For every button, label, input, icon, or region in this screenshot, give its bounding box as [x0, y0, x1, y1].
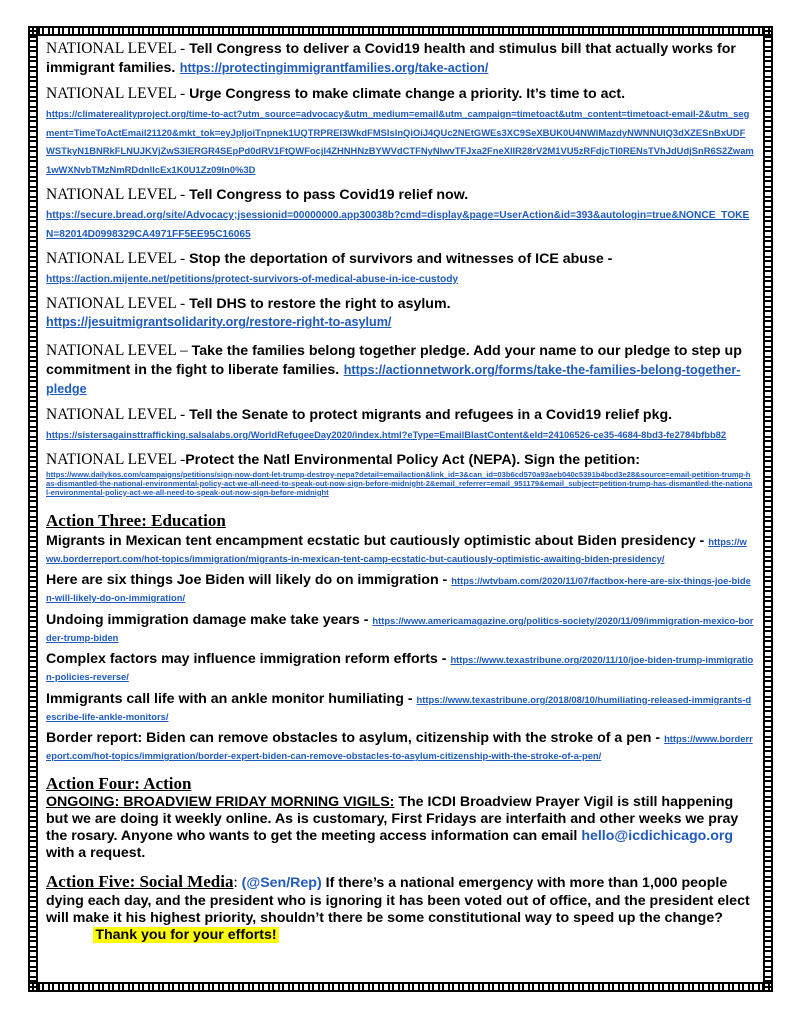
- national-item-1: [46, 40, 754, 78]
- vigil-tail: with a request.: [46, 844, 146, 861]
- action-link[interactable]: https://protectingimmigrantfamilies.org/take-action/: [179, 60, 489, 75]
- education-link[interactable]: https://www.borderreport.com/hot-topics/immigration/border-expert-biden-can-remove-obstacles-to-asylum-citizenship-with-the-stroke-of-a-pen/: [46, 733, 753, 762]
- education-link[interactable]: https://www.americamagazine.org/politics-society/2020/11/09/immigration-mexico-border-trump-biden: [46, 614, 754, 643]
- vigil-lead: ONGOING: BROADVIEW FRIDAY MORNING VIGILS:: [46, 793, 395, 810]
- national-item-2: [46, 85, 754, 179]
- action-message: Stop the deportation of survivors and witnesses of ICE abuse -: [189, 250, 613, 267]
- action-link[interactable]: https://actionnetwork.org/forms/take-the-families-belong-together-pledge: [46, 363, 741, 396]
- education-item-3: [46, 612, 754, 646]
- national-item-5: [46, 295, 754, 333]
- action-five-colon: :: [233, 873, 242, 891]
- document-body: [46, 40, 754, 975]
- education-item-4: [46, 651, 754, 685]
- level-label: NATIONAL LEVEL -: [46, 294, 190, 312]
- action-four-paragraph: [46, 794, 754, 862]
- education-link[interactable]: https://www.texastribune.org/2018/08/10/humiliating-released-immigrants-describe-life-ankle-monitors/: [46, 693, 752, 722]
- action-message: Tell Congress to pass Covid19 relief now.: [189, 187, 469, 204]
- education-text: Border report: Biden can remove obstacles to asylum, citizenship with the stroke of a pen -: [46, 730, 665, 747]
- national-item-6: [46, 342, 754, 399]
- education-link[interactable]: https://www.borderreport.com/hot-topics/immigration/migrants-in-mexican-tent-camp-ecstatic-but-cautiously-optimistic-awaiting-biden-presidency/: [46, 535, 747, 564]
- social-handle: (@Sen/Rep): [241, 874, 322, 891]
- level-label: NATIONAL LEVEL -: [46, 40, 190, 57]
- education-item-2: [46, 572, 754, 606]
- action-four-heading: Action Four: Action: [46, 773, 192, 793]
- level-label: NATIONAL LEVEL –: [46, 342, 192, 360]
- national-item-7: [46, 406, 754, 444]
- action-message: Urge Congress to make climate change a priority. It’s time to act.: [189, 85, 626, 102]
- action-five-paragraph: [46, 872, 754, 944]
- action-message: Take the families belong together pledge. Add your name to our pledge to step up commitment in the fight to liberate families.: [46, 343, 742, 379]
- action-five-heading: Action Five: Social Media: [46, 871, 234, 891]
- education-text: Migrants in Mexican tent encampment ecstatic but cautiously optimistic about Biden presidency -: [46, 532, 709, 549]
- education-item-1: [46, 533, 754, 567]
- level-label: NATIONAL LEVEL -: [46, 249, 190, 267]
- education-item-5: [46, 691, 754, 725]
- education-item-6: [46, 730, 754, 764]
- contact-email[interactable]: hello@icdichicago.org: [581, 827, 734, 844]
- action-message: Tell DHS to restore the right to asylum.: [189, 295, 451, 312]
- education-heading: Action Three: Education: [46, 510, 226, 530]
- level-label: NATIONAL LEVEL -: [46, 84, 190, 102]
- level-label: NATIONAL LEVEL -: [46, 186, 190, 204]
- action-link[interactable]: https://www.dailykos.com/campaigns/petitions/sign-now-dont-let-trump-destroy-nepa?detail=emailaction&link_id=3&can_id=03b6cd570a93aeb040c5391b4bcd3e28&source=email-petition-trump-has-dismantled-the-national-environmental-policy-act-we-all-need-to-speak-out-now-sign-before-midnight-2&email_referrer=email_951179&email_subject=petition-trump-has-dismantled-the-national-environmental-policy-act-we-all-need-to-speak-out-now-sign-before-midnight: [46, 469, 753, 497]
- thanks-highlight: Thank you for your efforts!: [95, 926, 277, 943]
- social-body: If there’s a national emergency with more than 1,000 people dying each day, and the president who is ignoring it has been voted out of office, and the president elect will make it his highest priority, shouldn’t there be some constitutional way to speed up the change?: [46, 874, 750, 926]
- vigil-body: The ICDI Broadview Prayer Vigil is still happening but we are doing it weekly online. As is customary, First Fridays are interfaith and other weeks we pray the rosary. Anyone who wants to get the meeting access information can email: [46, 793, 739, 844]
- national-item-4: [46, 250, 754, 288]
- action-link[interactable]: https://sistersagainsttrafficking.salsalabs.org/WorldRefugeeDay2020/index.html?eType=EmailBlastContent&eId=24106526-ce35-4684-8bd3-fe2784bfbb82: [46, 428, 727, 440]
- national-item-8: [46, 451, 754, 497]
- education-text: Here are six things Joe Biden will likely do on immigration -: [46, 572, 452, 589]
- education-link[interactable]: https://www.texastribune.org/2020/11/10/joe-biden-trump-immigration-policies-reverse/: [46, 654, 754, 683]
- education-text: Immigrants call life with an ankle monitor humiliating -: [46, 690, 417, 707]
- national-item-3: [46, 186, 754, 243]
- education-text: Undoing immigration damage make take years -: [46, 611, 373, 628]
- action-link[interactable]: https://secure.bread.org/site/Advocacy;jsessionid=00000000.app30038b?cmd=display&page=UserAction&id=393&autologin=true&NONCE_TOKEN=82014D0998329CA4971FF5EE95C16065: [46, 210, 750, 240]
- level-label: NATIONAL LEVEL -: [46, 405, 190, 423]
- action-message: Protect the Natl Environmental Policy Act (NEPA). Sign the petition:: [185, 451, 641, 468]
- level-label: NATIONAL LEVEL -: [46, 450, 186, 468]
- action-link[interactable]: https://action.mijente.net/petitions/protect-survivors-of-medical-abuse-in-ice-custody: [46, 273, 459, 285]
- action-message: Tell Congress to deliver a Covid19 health and stimulus bill that actually works for immigrant families.: [46, 41, 736, 76]
- action-message: Tell the Senate to protect migrants and refugees in a Covid19 relief pkg.: [189, 406, 673, 423]
- action-link[interactable]: https://jesuitmigrantsolidarity.org/restore-right-to-asylum/: [46, 315, 392, 330]
- education-text: Complex factors may influence immigration reform efforts -: [46, 651, 451, 668]
- education-link[interactable]: https://wtvbam.com/2020/11/07/factbox-here-are-six-things-joe-biden-will-likely-do-on-immigration/: [46, 575, 751, 604]
- action-link[interactable]: https://climaterealityproject.org/time-to-act?utm_source=advocacy&utm_medium=email&utm_campaign=timetoact&utm_content=timetoact-email-2&utm_segment=TimeToActEmail21120&mkt_tok=eyJpIjoiTnpnek1UQTRPREI3WkdFMSIsInQiOiJ4QUc2NEtGWEs3XC9SeXBUK0U4NWlMazdyNWNNUlQ3dXZESnBxUDFWSTkyN1BNRkFLNUJKVjZwS3lERGR4SEpPd0dRV1FtQWFocjl4ZHNHNzBYWVdCTFNyNlwvTFJxa2FneXlIR28rV2M1VU5zRFdjcTl0RENsTVhJdUdjSnR6S2Zwam1wWXNvbTMzNmRDdnlIcEx1K0U1Zz09In0%3D: [46, 107, 754, 176]
